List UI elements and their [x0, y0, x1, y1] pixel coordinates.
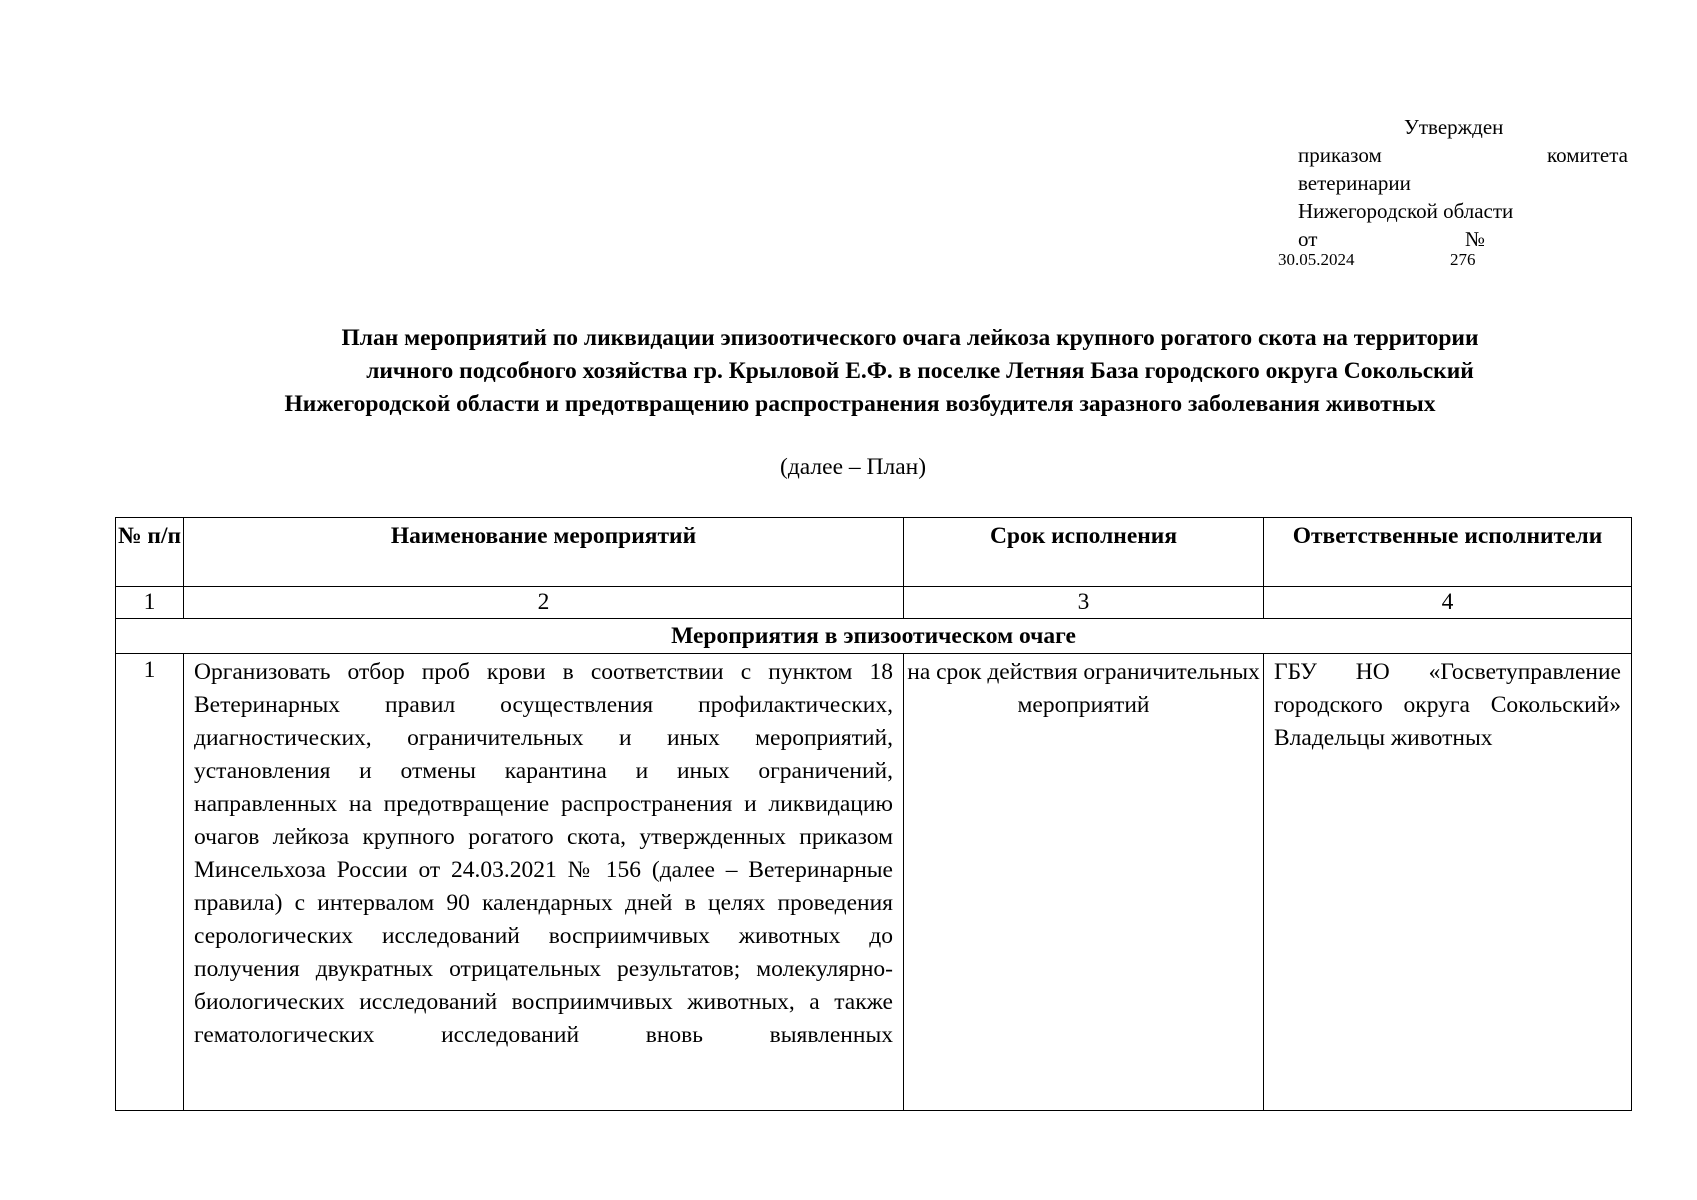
header-responsible: Ответственные исполнители: [1264, 518, 1632, 587]
approval-region: Нижегородской области: [1298, 199, 1514, 223]
document-subtitle: (далее – План): [780, 454, 927, 480]
table-row: [116, 654, 1632, 1111]
approval-from-line: [1298, 225, 1628, 253]
row-activity-text: Организовать отбор проб крови в соответствии с пунктом 18 Ветеринарных правил осуществления профилактических, диагностических, ограничительных и иных мероприятий, установления и отмены карантина и иных ограничений, направленных на предотвращение распространения и ликвидацию очагов лейкоза крупного рогатого скота, утвержденных приказом Минсельхоза России от 24.03.2021 № 156 (далее – Ветеринарные правила) с интервалом 90 календарных дней в целях проведения серологических исследований восприимчивых животных до получения двукратных отрицательных результатов; молекулярно-биологических исследований восприимчивых животных, а также гематологических исследований вновь выявленных: [194, 659, 893, 1048]
approval-date: 30.05.2024: [1278, 250, 1355, 269]
approval-number: 276: [1450, 250, 1476, 269]
title-line-3: Нижегородской области и предотвращению распространения возбудителя заразного заболевания животных: [284, 391, 1436, 417]
section-title: Мероприятия в эпизоотическом очаге: [116, 619, 1632, 654]
column-number-3: 3: [904, 587, 1264, 619]
column-number-1: 1: [116, 587, 184, 619]
approval-from-word: от: [1298, 227, 1318, 251]
approval-number-sign: №: [1465, 227, 1486, 251]
header-activity: Наименование мероприятий: [184, 518, 904, 587]
approval-order-line: [1298, 141, 1628, 169]
approval-block: [1278, 113, 1628, 269]
row-deadline: на срок действия ограничительных мероприятий: [904, 654, 1264, 1111]
row-number: 1: [116, 654, 184, 1111]
header-number: № п/п: [116, 518, 184, 587]
column-number-2: 2: [184, 587, 904, 619]
column-numbers-row: [116, 587, 1632, 619]
header-deadline: Срок исполнения: [904, 518, 1264, 587]
title-line-2: личного подсобного хозяйства гр. Крыловой Е.Ф. в поселке Летняя База городского округа Сокольский: [366, 358, 1474, 384]
approval-approved: Утвержден: [1404, 115, 1504, 139]
approval-order-word: приказом: [1298, 143, 1382, 167]
table-header-row: [116, 518, 1632, 587]
approval-committee-word: комитета: [1546, 143, 1628, 167]
row-activity: [184, 654, 904, 1111]
approval-veterinary: ветеринарии: [1298, 171, 1411, 195]
row-responsible-org: ГБУ НО «Госветуправление городского округа Сокольский»: [1274, 659, 1621, 718]
section-row: [116, 619, 1632, 654]
plan-table: [115, 517, 1632, 1111]
title-line-1: План мероприятий по ликвидации эпизоотического очага лейкоза крупного рогатого скота на территории: [341, 325, 1479, 351]
row-responsible-owners: Владельцы животных: [1274, 725, 1493, 751]
document-title: [180, 322, 1580, 421]
column-number-4: 4: [1264, 587, 1632, 619]
row-responsible: [1264, 654, 1632, 1111]
